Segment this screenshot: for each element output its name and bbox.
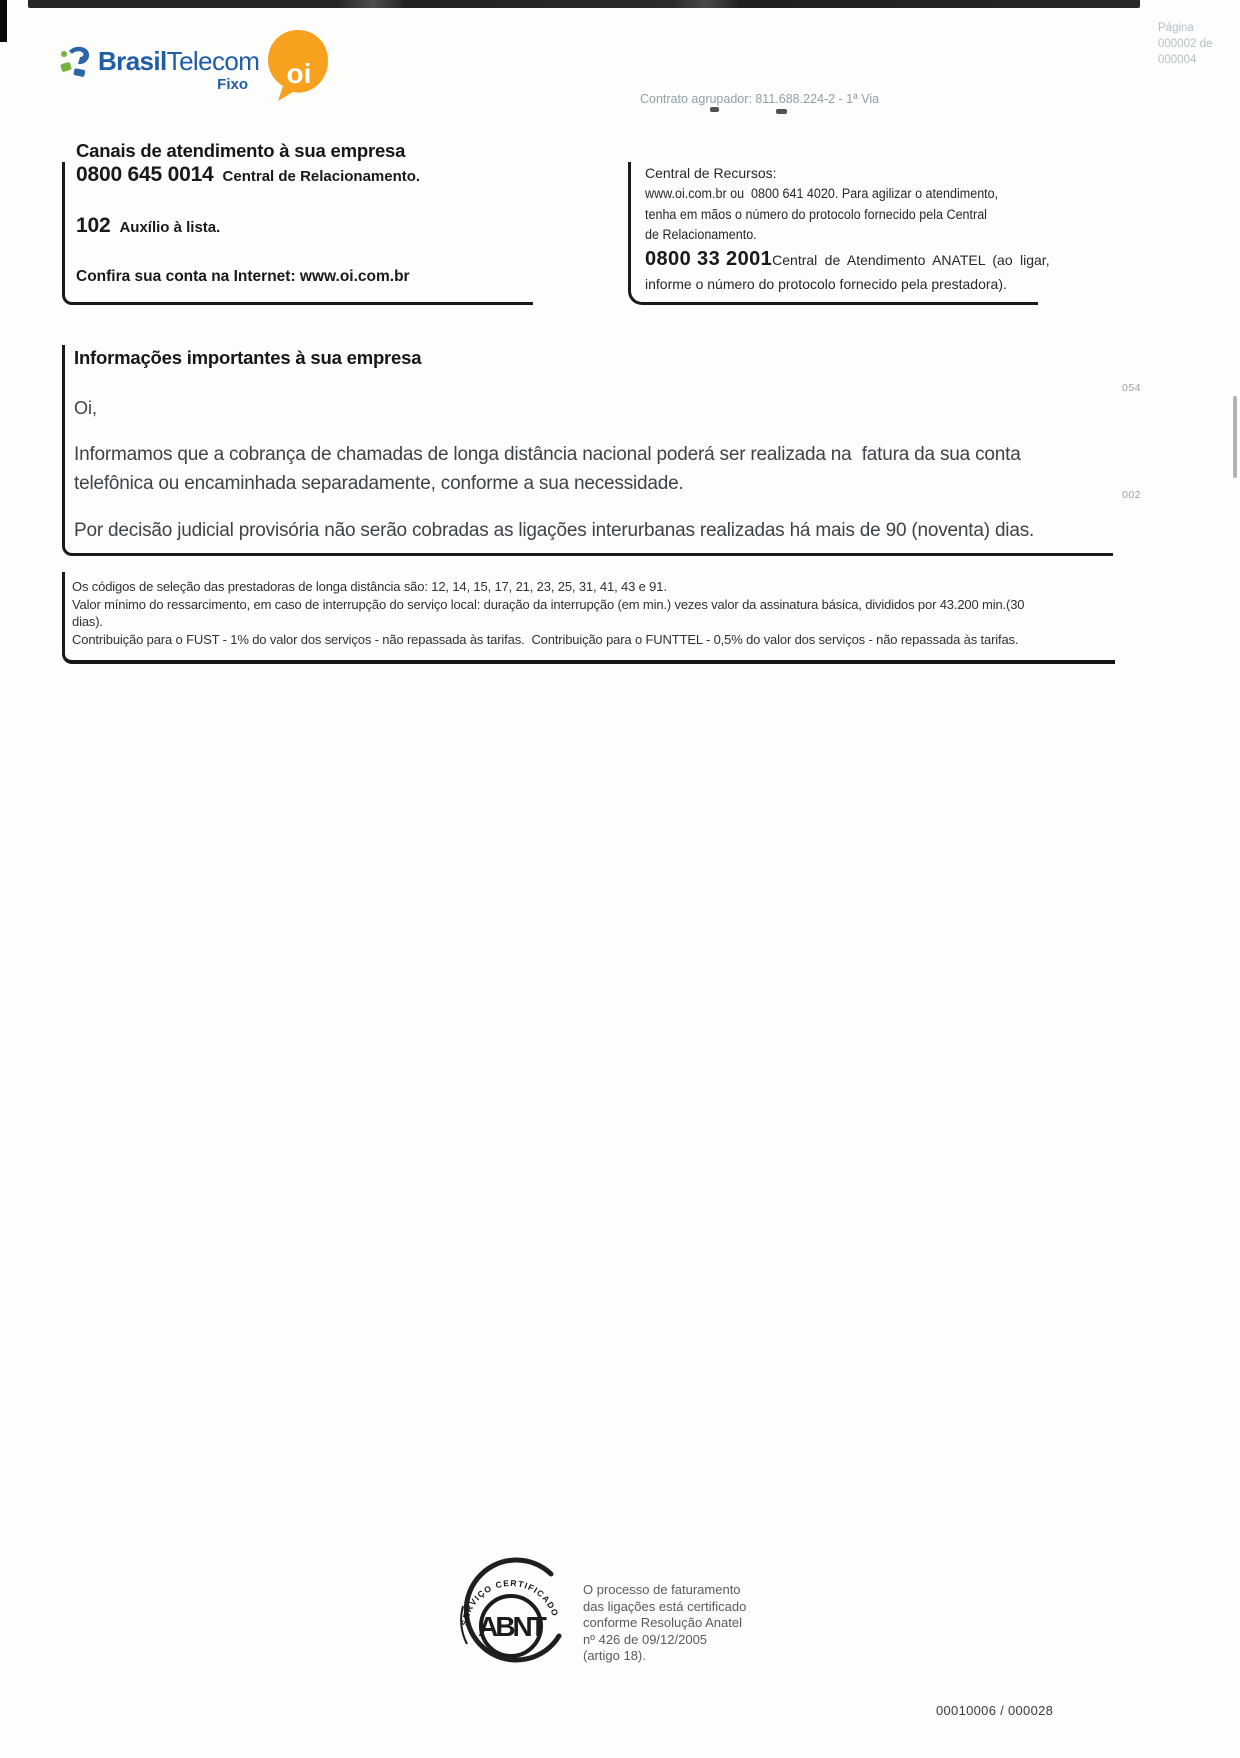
anatel-contact-block (645, 248, 1050, 292)
abnt-certification-seal (455, 1552, 567, 1672)
scan-smudge (710, 107, 719, 112)
brand-name-regular: Telecom (166, 46, 260, 76)
margin-code-002: 002 (1122, 489, 1142, 501)
anatel-line1 (645, 248, 1050, 271)
document-number: 00010006 / 000028 (936, 1703, 1054, 1718)
certification-text-line: das ligações está certificado (583, 1598, 747, 1614)
oi-logo-text: oi (286, 58, 312, 89)
info-paragraph-1 (74, 440, 1021, 498)
fine-print-line: Os códigos de seleção das prestadoras de longa distância são: 12, 14, 15, 17, 21, 23, 25, 31, 41, 43 e 91. (72, 579, 667, 594)
seal-ring-caption-text: SERVIÇO CERTIFICADO (459, 1577, 561, 1627)
page-indicator-label: Página (1158, 22, 1194, 34)
scan-artifact-top-bar (28, 0, 1140, 8)
channels-internet-line: Confira sua conta na Internet: www.oi.com.br (76, 268, 410, 285)
resources-title: Central de Recursos: (645, 165, 777, 181)
phone-list-number: 102 (76, 214, 111, 237)
icon-blue-block (73, 68, 85, 77)
page-indicator-total: 000004 (1158, 54, 1197, 66)
brasil-telecom-icon (58, 44, 96, 80)
info-paragraph-2: Por decisão judicial provisória não serão cobradas as ligações interurbanas realizadas há mais de 90 (noventa) dias. (74, 520, 1035, 541)
fine-print-block (72, 578, 1024, 648)
icon-green-block (60, 62, 72, 73)
important-info-title: Informações importantes à sua empresa (74, 347, 422, 368)
resources-body-line: tenha em mãos o número do protocolo fornecido pela Central (645, 206, 987, 222)
seal-outer-ring (466, 1560, 559, 1660)
page-indicator-current: 000002 de (1158, 38, 1213, 50)
contract-number-line: Contrato agrupador: 811.688.224-2 - 1ª Via (640, 92, 880, 106)
resources-body-line: www.oi.com.br ou 0800 641 4020. Para agilizar o atendimento, (645, 186, 999, 201)
info-paragraph-1-line: telefônica ou encaminhada separadamente, conforme a sua necessidade. (74, 473, 684, 494)
oi-logo (266, 28, 328, 106)
phone-list-label: Auxílio à lista. (119, 219, 221, 236)
fine-print-line: Valor mínimo do ressarcimento, em caso de interrupção do serviço local: duração da interrupção (em min.) vezes valor da assinatura básica, divididos por 43.200 min.(30 (72, 596, 1025, 612)
certification-text-line: nº 426 de 09/12/2005 (583, 1631, 708, 1647)
margin-code-054: 054 (1122, 382, 1142, 394)
icon-green-dot (61, 51, 67, 57)
channels-title: Canais de atendimento à sua empresa (76, 140, 406, 161)
certification-text-line: (artigo 18). (583, 1648, 646, 1663)
fine-print-line: dias). (72, 614, 103, 629)
channels-phone-list-row (76, 214, 220, 238)
anatel-text: Central de Atendimento ANATEL (ao ligar, (772, 252, 1050, 268)
resources-body-line: de Relacionamento. (645, 227, 757, 242)
seal-acronym: ABNT (478, 1611, 544, 1642)
channels-phone-main-row (76, 163, 420, 187)
info-paragraph-1-line: Informamos que a cobrança de chamadas de longa distância nacional poderá ser realizada na fatura da sua conta (74, 444, 1021, 465)
certification-text-line: conforme Resolução Anatel (583, 1615, 742, 1630)
greeting-text: Oi, (74, 398, 98, 418)
resources-body (645, 184, 1025, 246)
brand-sub-label: Fixo (217, 76, 248, 93)
phone-main-label: Central de Relacionamento. (222, 168, 421, 185)
anatel-phone-number: 0800 33 2001 (645, 248, 773, 270)
scan-smudge (776, 109, 787, 114)
page-indicator (1158, 20, 1212, 68)
scan-artifact-right-edge (1233, 396, 1237, 478)
anatel-line2: informe o número do protocolo fornecido pela prestadora). (645, 276, 1007, 292)
certification-text-block (583, 1582, 746, 1665)
phone-main-number: 0800 645 0014 (76, 163, 214, 186)
brand-name-bold: Brasil (98, 46, 167, 76)
certification-text-line: O processo de faturamento (583, 1582, 741, 1597)
fine-print-line: Contribuição para o FUST - 1% do valor dos serviços - não repassada às tarifas. Contribuição para o FUNTTEL - 0,5% do valor dos serviços - não repassada às tarifas. (72, 631, 1019, 647)
icon-swirl (69, 47, 89, 64)
brand-wordmark (98, 46, 259, 77)
scan-artifact-left-corner (0, 0, 7, 42)
